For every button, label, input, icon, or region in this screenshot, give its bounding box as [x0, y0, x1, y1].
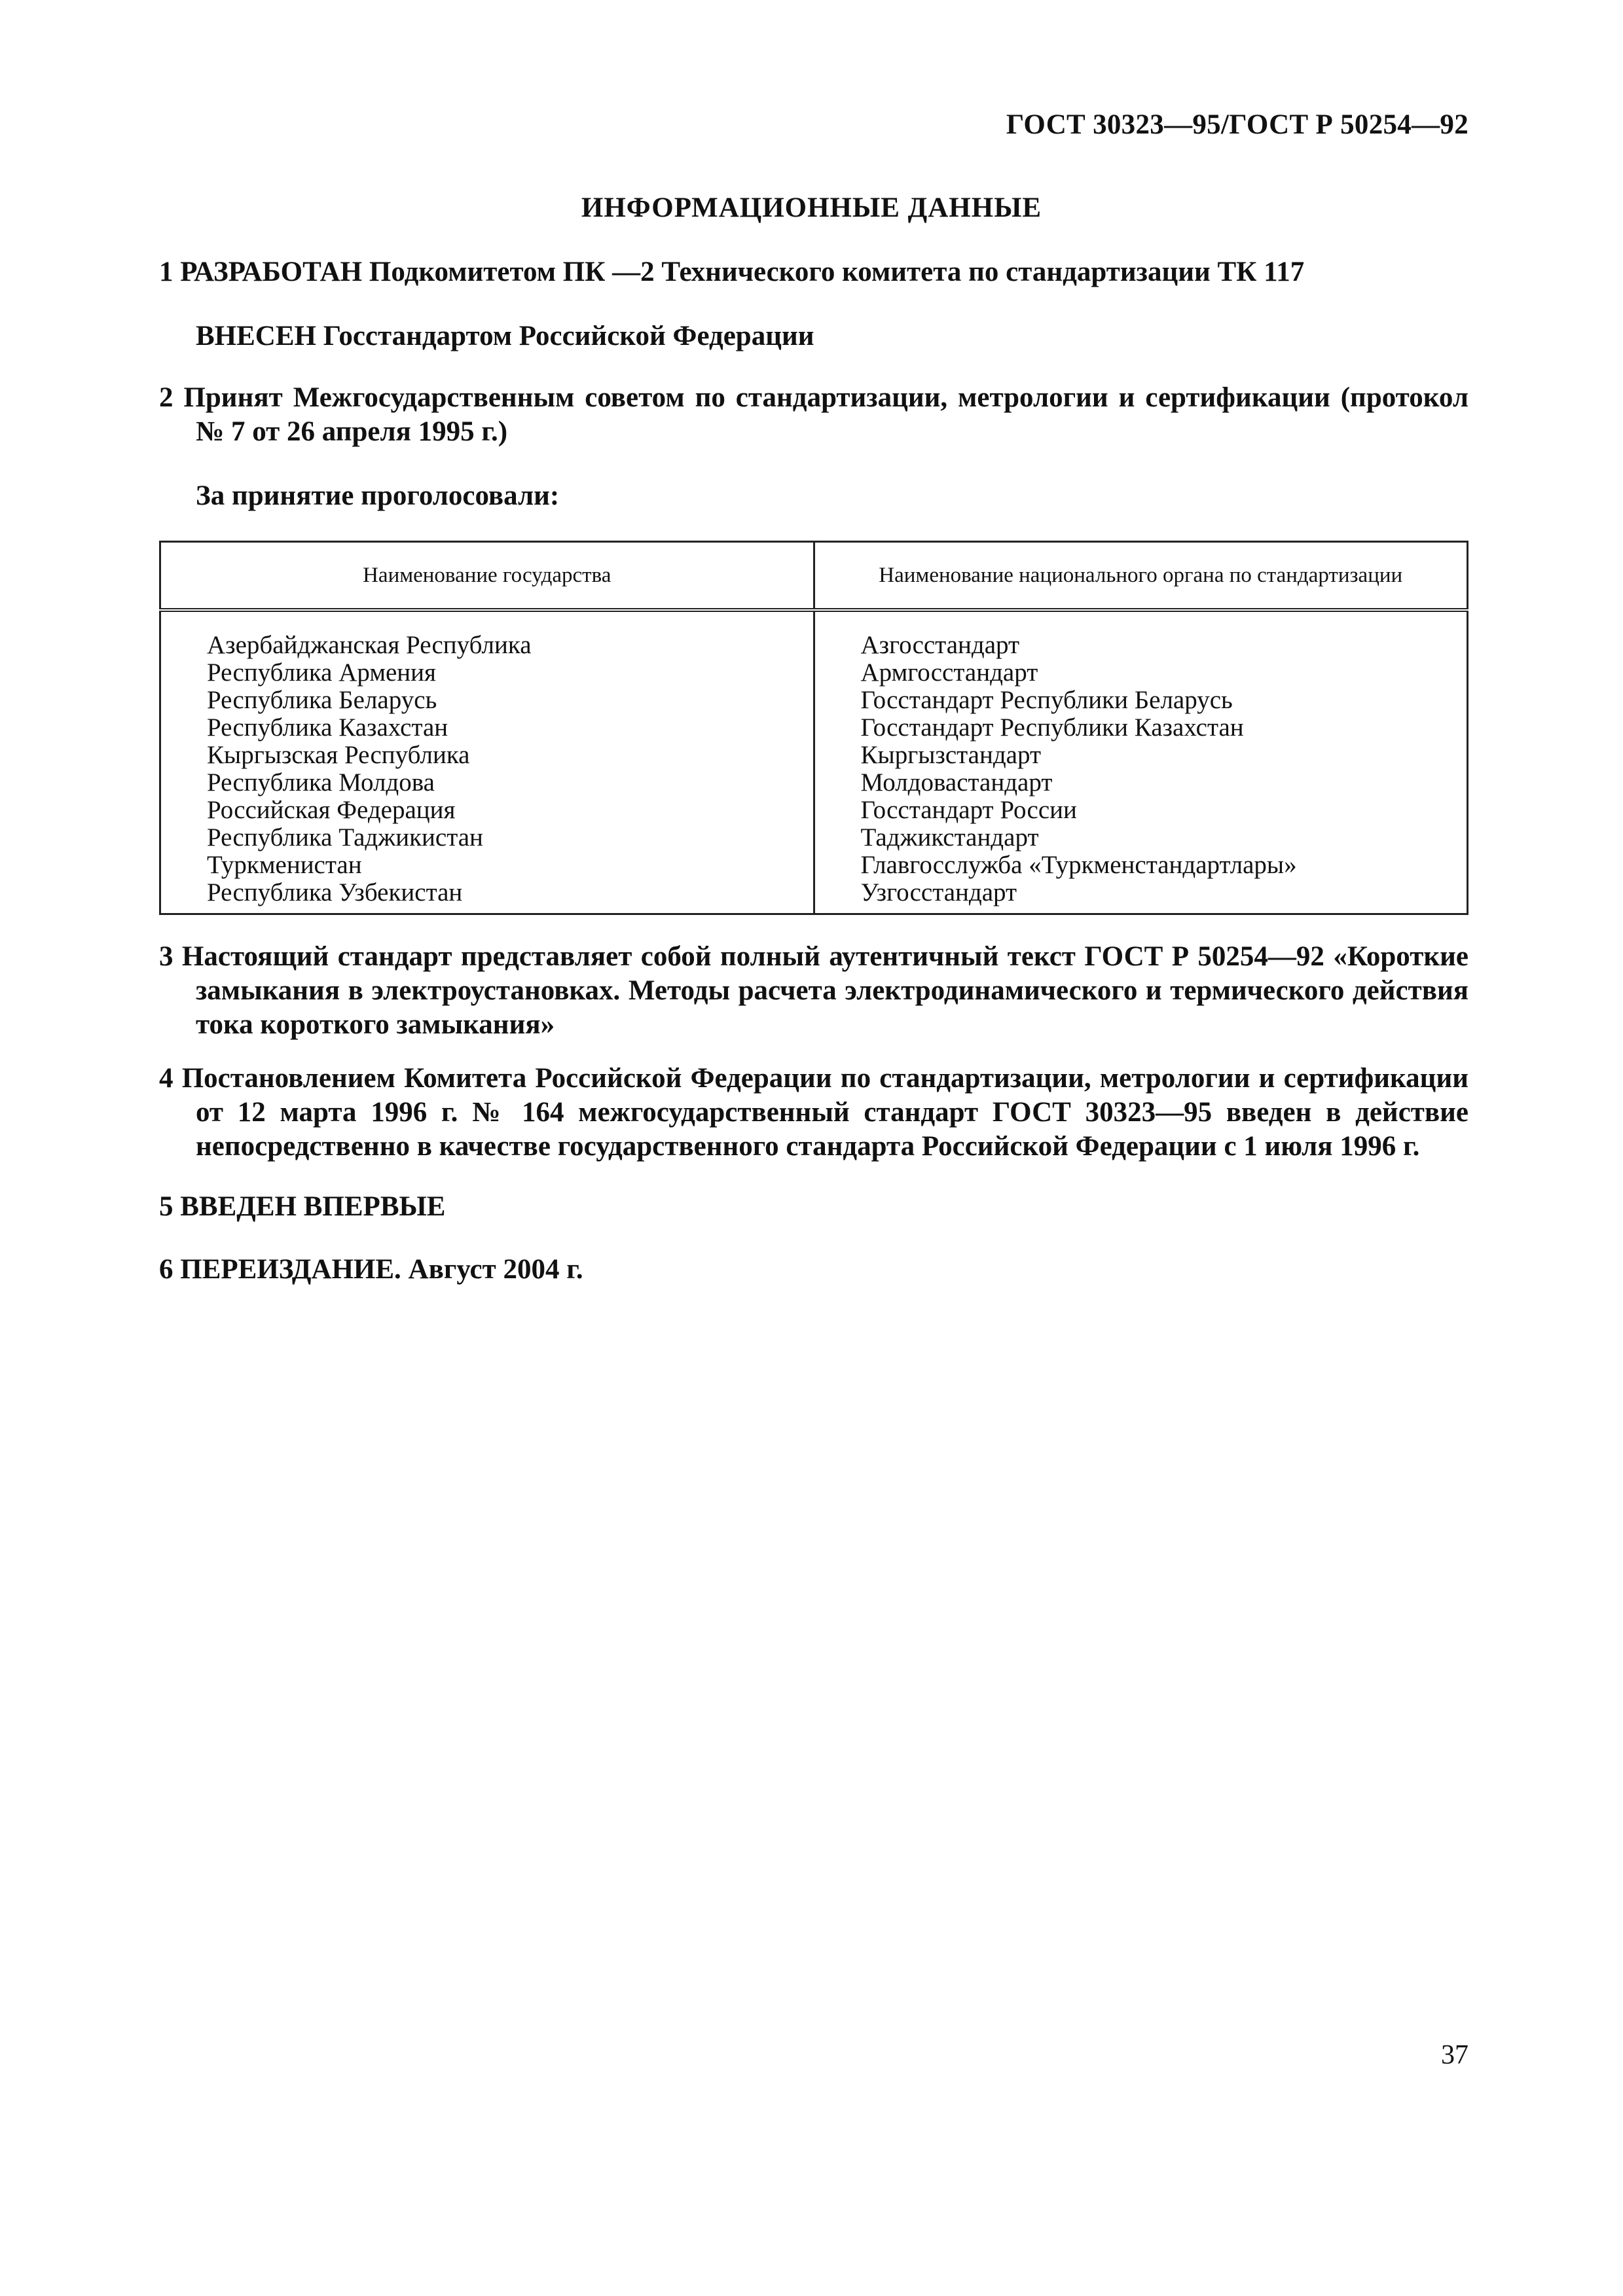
state-cell: Республика Узбекистан — [207, 878, 463, 906]
state-cell: Республика Армения — [207, 658, 436, 687]
organ-cell: Молдовастандарт — [860, 768, 1053, 797]
state-cell: Республика Казахстан — [207, 713, 448, 742]
state-cell: Республика Беларусь — [207, 686, 437, 714]
state-cell: Российская Федерация — [207, 796, 456, 824]
state-cell: Республика Молдова — [207, 768, 435, 797]
state-cell: Кыргызская Республика — [207, 741, 470, 769]
organ-cell: Госстандарт Республики Казахстан — [860, 713, 1244, 742]
item-3-authentic-text: 3 Настоящий стандарт представляет собой полный аутентичный текст ГОСТ Р 50254—92 «Короткие замыкания в электроустановках. Методы расчета электродинамического и термического действия тока короткого замыкания» — [159, 941, 1468, 1040]
item-1-developed-by: 1 РАЗРАБОТАН Подкомитетом ПК —2 Технического комитета по стандартизации ТК 117 — [159, 257, 1305, 287]
states-column — [160, 610, 814, 914]
organ-cell: Кыргызстандарт — [860, 741, 1042, 769]
page-number: 37 — [1441, 2040, 1468, 2070]
document-code-header: ГОСТ 30323—95/ГОСТ Р 50254—92 — [1006, 109, 1468, 140]
item-4-resolution: 4 Постановлением Комитета Российской Федерации по стандартизации, метрологии и сертификации от 12 марта 1996 г. № 164 межгосударственный стандарт ГОСТ 30323—95 введен в действие непосредственно в качестве государственного стандарта Российской Федерации с 1 июля 1996 г. — [159, 1063, 1468, 1162]
item-2-adopted-by: 2 Принят Межгосударственным советом по стандартизации, метрологии и сертификации (протокол № 7 от 26 апреля 1995 г.) — [159, 382, 1468, 447]
organ-cell: Армгосстандарт — [860, 658, 1038, 687]
item-5-introduced-first: 5 ВВЕДЕН ВПЕРВЫЕ — [159, 1191, 446, 1222]
organ-cell: Узгосстандарт — [860, 878, 1017, 906]
table-row — [160, 610, 1468, 914]
item-6-republication: 6 ПЕРЕИЗДАНИЕ. Август 2004 г. — [159, 1254, 583, 1285]
voting-states-table — [159, 541, 1468, 915]
column-header-state: Наименование государства — [160, 542, 814, 611]
organ-cell: Госстандарт Республики Беларусь — [860, 686, 1233, 714]
item-1-introduced-by: ВНЕСЕН Госстандартом Российской Федерации — [196, 321, 814, 351]
organ-cell: Главгосслужба «Туркменстандартлары» — [860, 851, 1297, 879]
state-cell: Республика Таджикистан — [207, 823, 483, 852]
page-title: ИНФОРМАЦИОННЫЕ ДАННЫЕ — [581, 192, 1042, 223]
state-cell: Азербайджанская Республика — [207, 631, 532, 659]
table-header-row — [160, 542, 1468, 611]
organ-cell: Азгосстандарт — [860, 631, 1020, 659]
organ-cell: Госстандарт России — [860, 796, 1077, 824]
organ-cell: Таджикстандарт — [860, 823, 1039, 852]
column-header-organ: Наименование национального органа по стандартизации — [814, 542, 1468, 611]
organs-column — [814, 610, 1468, 914]
state-cell: Туркменистан — [207, 851, 362, 879]
item-2-voted-label: За принятие проголосовали: — [196, 480, 560, 511]
